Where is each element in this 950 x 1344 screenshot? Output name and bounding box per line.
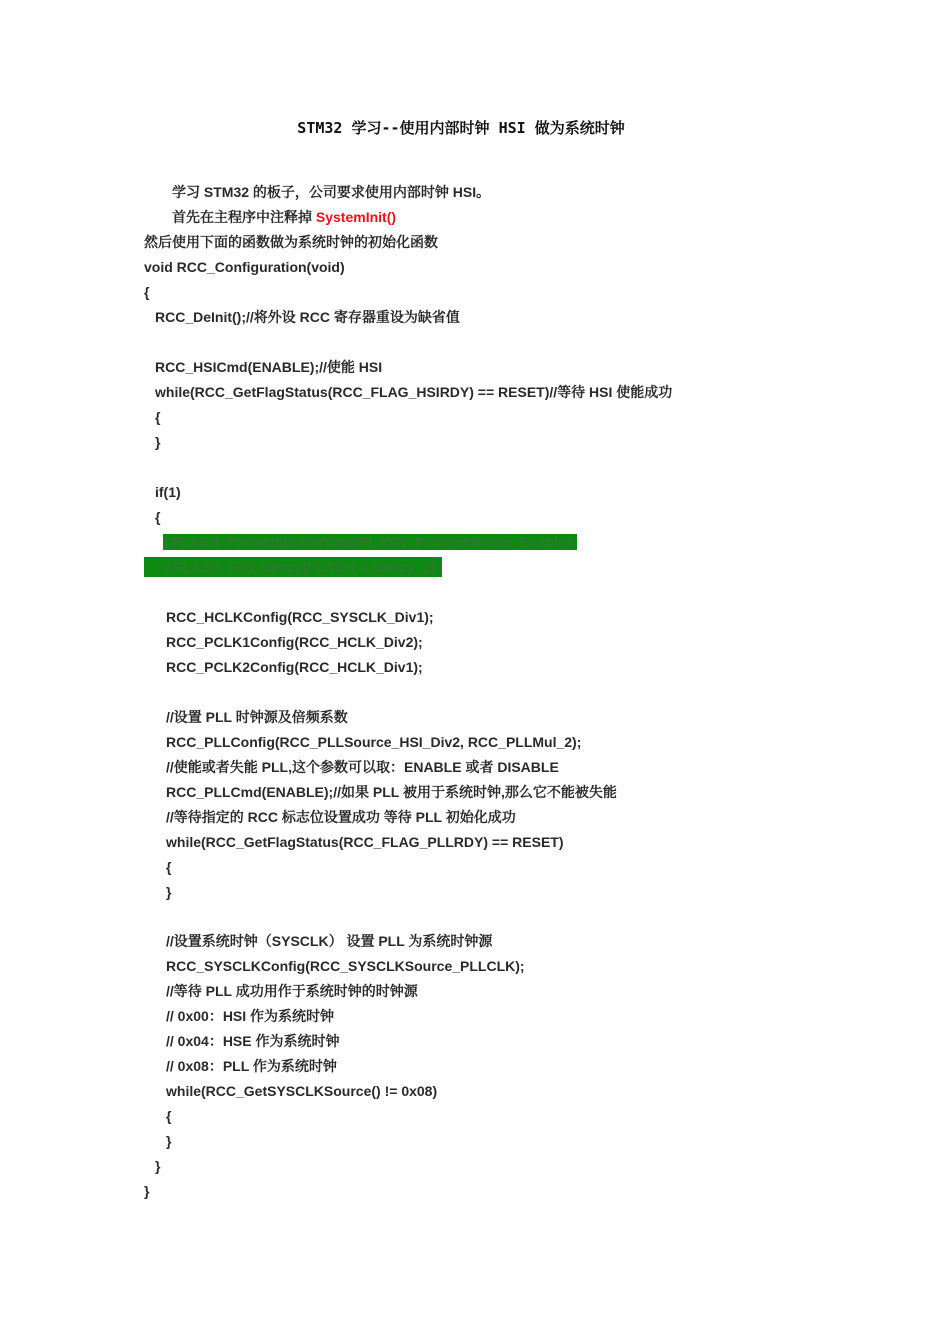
green-highlight: //FLASH_SetLatency(FLASH_Latency_2);: [144, 557, 442, 577]
code-line: }: [166, 884, 172, 900]
code-line: }: [144, 1183, 150, 1199]
code-line: {: [144, 284, 150, 300]
code-line: //设置系统时钟（SYSCLK） 设置 PLL 为系统时钟源: [166, 933, 493, 949]
code-line: RCC_PCLK2Config(RCC_HCLK_Div1);: [166, 659, 423, 675]
code-line: }: [155, 434, 161, 450]
code-line: //等待 PLL 成功用作于系统时钟的时钟源: [166, 983, 418, 999]
code-line: // 0x08：PLL 作为系统时钟: [166, 1058, 337, 1074]
intro-line-3: 然后使用下面的函数做为系统时钟的初始化函数: [144, 234, 438, 250]
code-line: RCC_SYSCLKConfig(RCC_SYSCLKSource_PLLCLK);: [166, 958, 525, 974]
code-line: //使能或者失能 PLL,这个参数可以取：ENABLE 或者 DISABLE: [166, 759, 559, 775]
code-line: //等待指定的 RCC 标志位设置成功 等待 PLL 初始化成功: [166, 809, 516, 825]
code-line: {: [166, 1108, 172, 1124]
intro-line-2: [172, 205, 396, 230]
code-line: RCC_HCLKConfig(RCC_SYSCLK_Div1);: [166, 609, 434, 625]
code-line: RCC_DeInit();//将外设 RCC 寄存器重设为缺省值: [155, 309, 460, 325]
code-line: // 0x04：HSE 作为系统时钟: [166, 1033, 340, 1049]
document-title: STM32 学习--使用内部时钟 HSI 做为系统时钟: [297, 119, 625, 137]
code-line: RCC_HSICmd(ENABLE);//使能 HSI: [155, 359, 383, 375]
code-line: if(1): [155, 484, 181, 500]
code-line: while(RCC_GetFlagStatus(RCC_FLAG_HSIRDY) == RESET)//等待 HSI 使能成功: [155, 384, 673, 400]
code-line: void RCC_Configuration(void): [144, 259, 345, 275]
code-line: while(RCC_GetSYSCLKSource() != 0x08): [166, 1083, 438, 1099]
systeminit-highlight: SystemInit(): [315, 209, 397, 225]
code-line: {: [155, 509, 161, 525]
intro-line-1: 学习 STM32 的板子，公司要求使用内部时钟 HSI。: [172, 184, 491, 200]
intro-line-2-prefix: 首先在主程序中注释掉: [172, 209, 316, 225]
code-line: }: [166, 1133, 172, 1149]
code-line: RCC_PLLCmd(ENABLE);//如果 PLL 被用于系统时钟,那么它不能被失能: [166, 784, 617, 800]
code-line: while(RCC_GetFlagStatus(RCC_FLAG_PLLRDY) == RESET): [166, 834, 564, 850]
code-line: }: [155, 1158, 161, 1174]
green-highlight: //FLASH_PrefetchBufferCmd(FLASH_PrefetchBuffer_Enable);: [165, 534, 575, 550]
code-line-highlighted: [163, 530, 577, 555]
code-line: RCC_PCLK1Config(RCC_HCLK_Div2);: [166, 634, 423, 650]
code-line: {: [155, 409, 161, 425]
code-line: RCC_PLLConfig(RCC_PLLSource_HSI_Div2, RCC_PLLMul_2);: [166, 734, 582, 750]
code-line: //设置 PLL 时钟源及倍频系数: [166, 709, 348, 725]
code-line-highlighted: [144, 555, 442, 580]
code-line: // 0x00：HSI 作为系统时钟: [166, 1008, 335, 1024]
code-line: {: [166, 859, 172, 875]
